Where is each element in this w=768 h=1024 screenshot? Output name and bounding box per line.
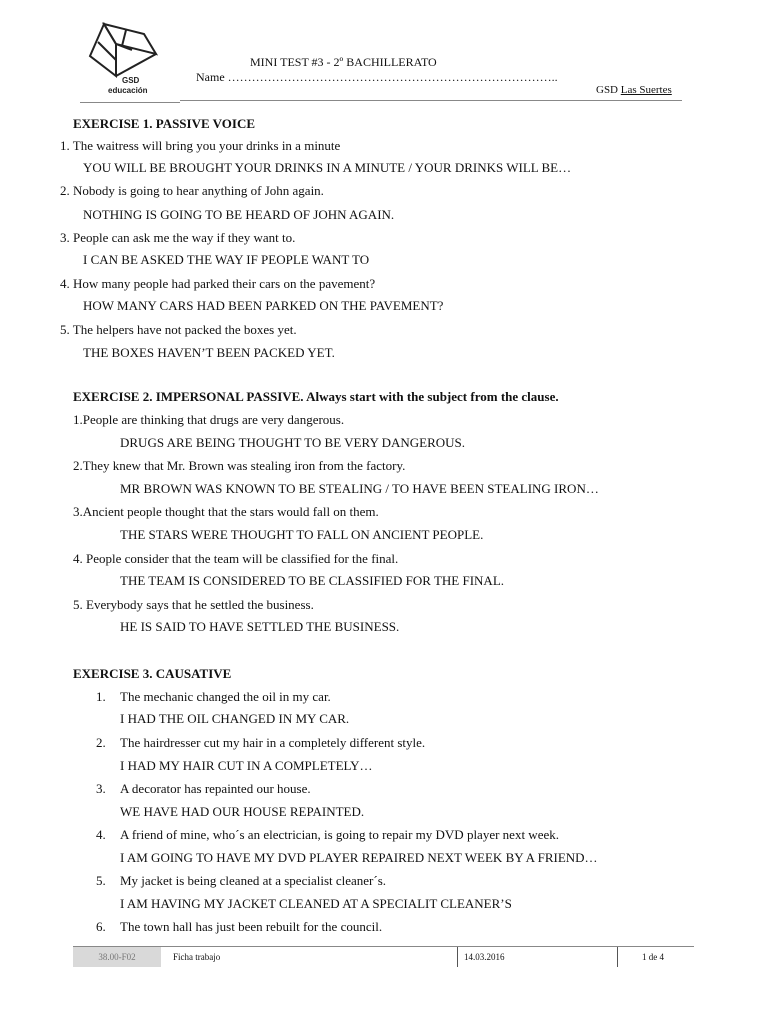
exercise1-question: 4. How many people had parked their cars on the pavement? (60, 276, 376, 291)
exercise1-question: 3. People can ask me the way if they want to. (60, 230, 296, 245)
exercise2-answer: DRUGS ARE BEING THOUGHT TO BE VERY DANGEROUS. (120, 435, 466, 450)
logo-educacion-text: educación (108, 86, 148, 95)
exercise2-answer: HE IS SAID TO HAVE SETTLED THE BUSINESS. (120, 619, 400, 634)
exercise3-item-number: 4. (96, 827, 106, 842)
exercise3-answer: I AM HAVING MY JACKET CLEANED AT A SPECIALIT CLEANER’S (120, 896, 512, 911)
exercise2-question: 4. People consider that the team will be classified for the final. (73, 551, 399, 566)
exercise3-answer: I HAD THE OIL CHANGED IN MY CAR. (120, 711, 350, 726)
school-prefix: GSD (596, 84, 619, 96)
exercise3-answer: I AM GOING TO HAVE MY DVD PLAYER REPAIRED NEXT WEEK BY A FRIEND… (120, 850, 598, 865)
exercise2-question: 5. Everybody says that he settled the business. (73, 597, 314, 612)
exercise3-item-number: 2. (96, 735, 106, 750)
exercise3-question: The hairdresser cut my hair in a completely different style. (120, 735, 426, 750)
footer-type: Ficha trabajo (173, 952, 221, 962)
exercise3-item-number: 1. (96, 689, 106, 704)
exercise3-question: A friend of mine, who´s an electrician, is going to repair my DVD player next week. (120, 827, 559, 842)
exercise2-question: 2.They knew that Mr. Brown was stealing iron from the factory. (73, 458, 406, 473)
exercise2-answer: MR BROWN WAS KNOWN TO BE STEALING / TO HAVE BEEN STEALING IRON… (120, 481, 599, 496)
page-footer (73, 946, 694, 967)
exercise2-title: EXERCISE 2. IMPERSONAL PASSIVE. Always start with the subject from the clause. (73, 389, 559, 404)
exercise2-answer: THE TEAM IS CONSIDERED TO BE CLASSIFIED FOR THE FINAL. (120, 573, 505, 588)
footer-page-number: 1 de 4 (617, 947, 664, 967)
exercise3-item-number: 6. (96, 919, 106, 934)
exercise3-question: My jacket is being cleaned at a specialist cleaner´s. (120, 873, 387, 888)
logo-gsd-text: GSD (122, 76, 140, 85)
name-field-line: Name ……………………………………………………………………….. (196, 70, 558, 84)
exercise3-title: EXERCISE 3. CAUSATIVE (73, 666, 232, 681)
exercise3-answer: I HAD MY HAIR CUT IN A COMPLETELY… (120, 758, 373, 773)
footer-code: 38.00-F02 (73, 947, 161, 967)
exercise2-question: 1.People are thinking that drugs are very dangerous. (73, 412, 345, 427)
exercise1-question: 1. The waitress will bring you your drinks in a minute (60, 138, 341, 153)
exercise3-answer: WE HAVE HAD OUR HOUSE REPAINTED. (120, 804, 365, 819)
footer-date: 14.03.2016 (457, 947, 505, 967)
exercise3-item-number: 3. (96, 781, 106, 796)
school-name: Las Suertes (620, 84, 672, 96)
exercise1-answer: HOW MANY CARS HAD BEEN PARKED ON THE PAVEMENT? (83, 298, 444, 313)
exercise3-question: A decorator has repainted our house. (120, 781, 311, 796)
exercise1-title: EXERCISE 1. PASSIVE VOICE (73, 116, 256, 131)
exercise2-answer: THE STARS WERE THOUGHT TO FALL ON ANCIENT PEOPLE. (120, 527, 484, 542)
document-title: MINI TEST #3 - 2º BACHILLERATO (250, 55, 437, 69)
exercise1-answer: YOU WILL BE BROUGHT YOUR DRINKS IN A MINUTE / YOUR DRINKS WILL BE… (83, 160, 572, 175)
exercise3-item-number: 5. (96, 873, 106, 888)
exercise1-answer: THE BOXES HAVEN’T BEEN PACKED YET. (83, 345, 335, 360)
exercise1-answer: NOTHING IS GOING TO BE HEARD OF JOHN AGAIN. (83, 207, 395, 222)
exercise3-question: The mechanic changed the oil in my car. (120, 689, 331, 704)
exercise3-question: The town hall has just been rebuilt for the council. (120, 919, 383, 934)
exercise1-answer: I CAN BE ASKED THE WAY IF PEOPLE WANT TO (83, 252, 370, 267)
exercise1-question: 2. Nobody is going to hear anything of John again. (60, 183, 324, 198)
exercise1-question: 5. The helpers have not packed the boxes yet. (60, 322, 297, 337)
exercise2-question: 3.Ancient people thought that the stars would fall on them. (73, 504, 379, 519)
